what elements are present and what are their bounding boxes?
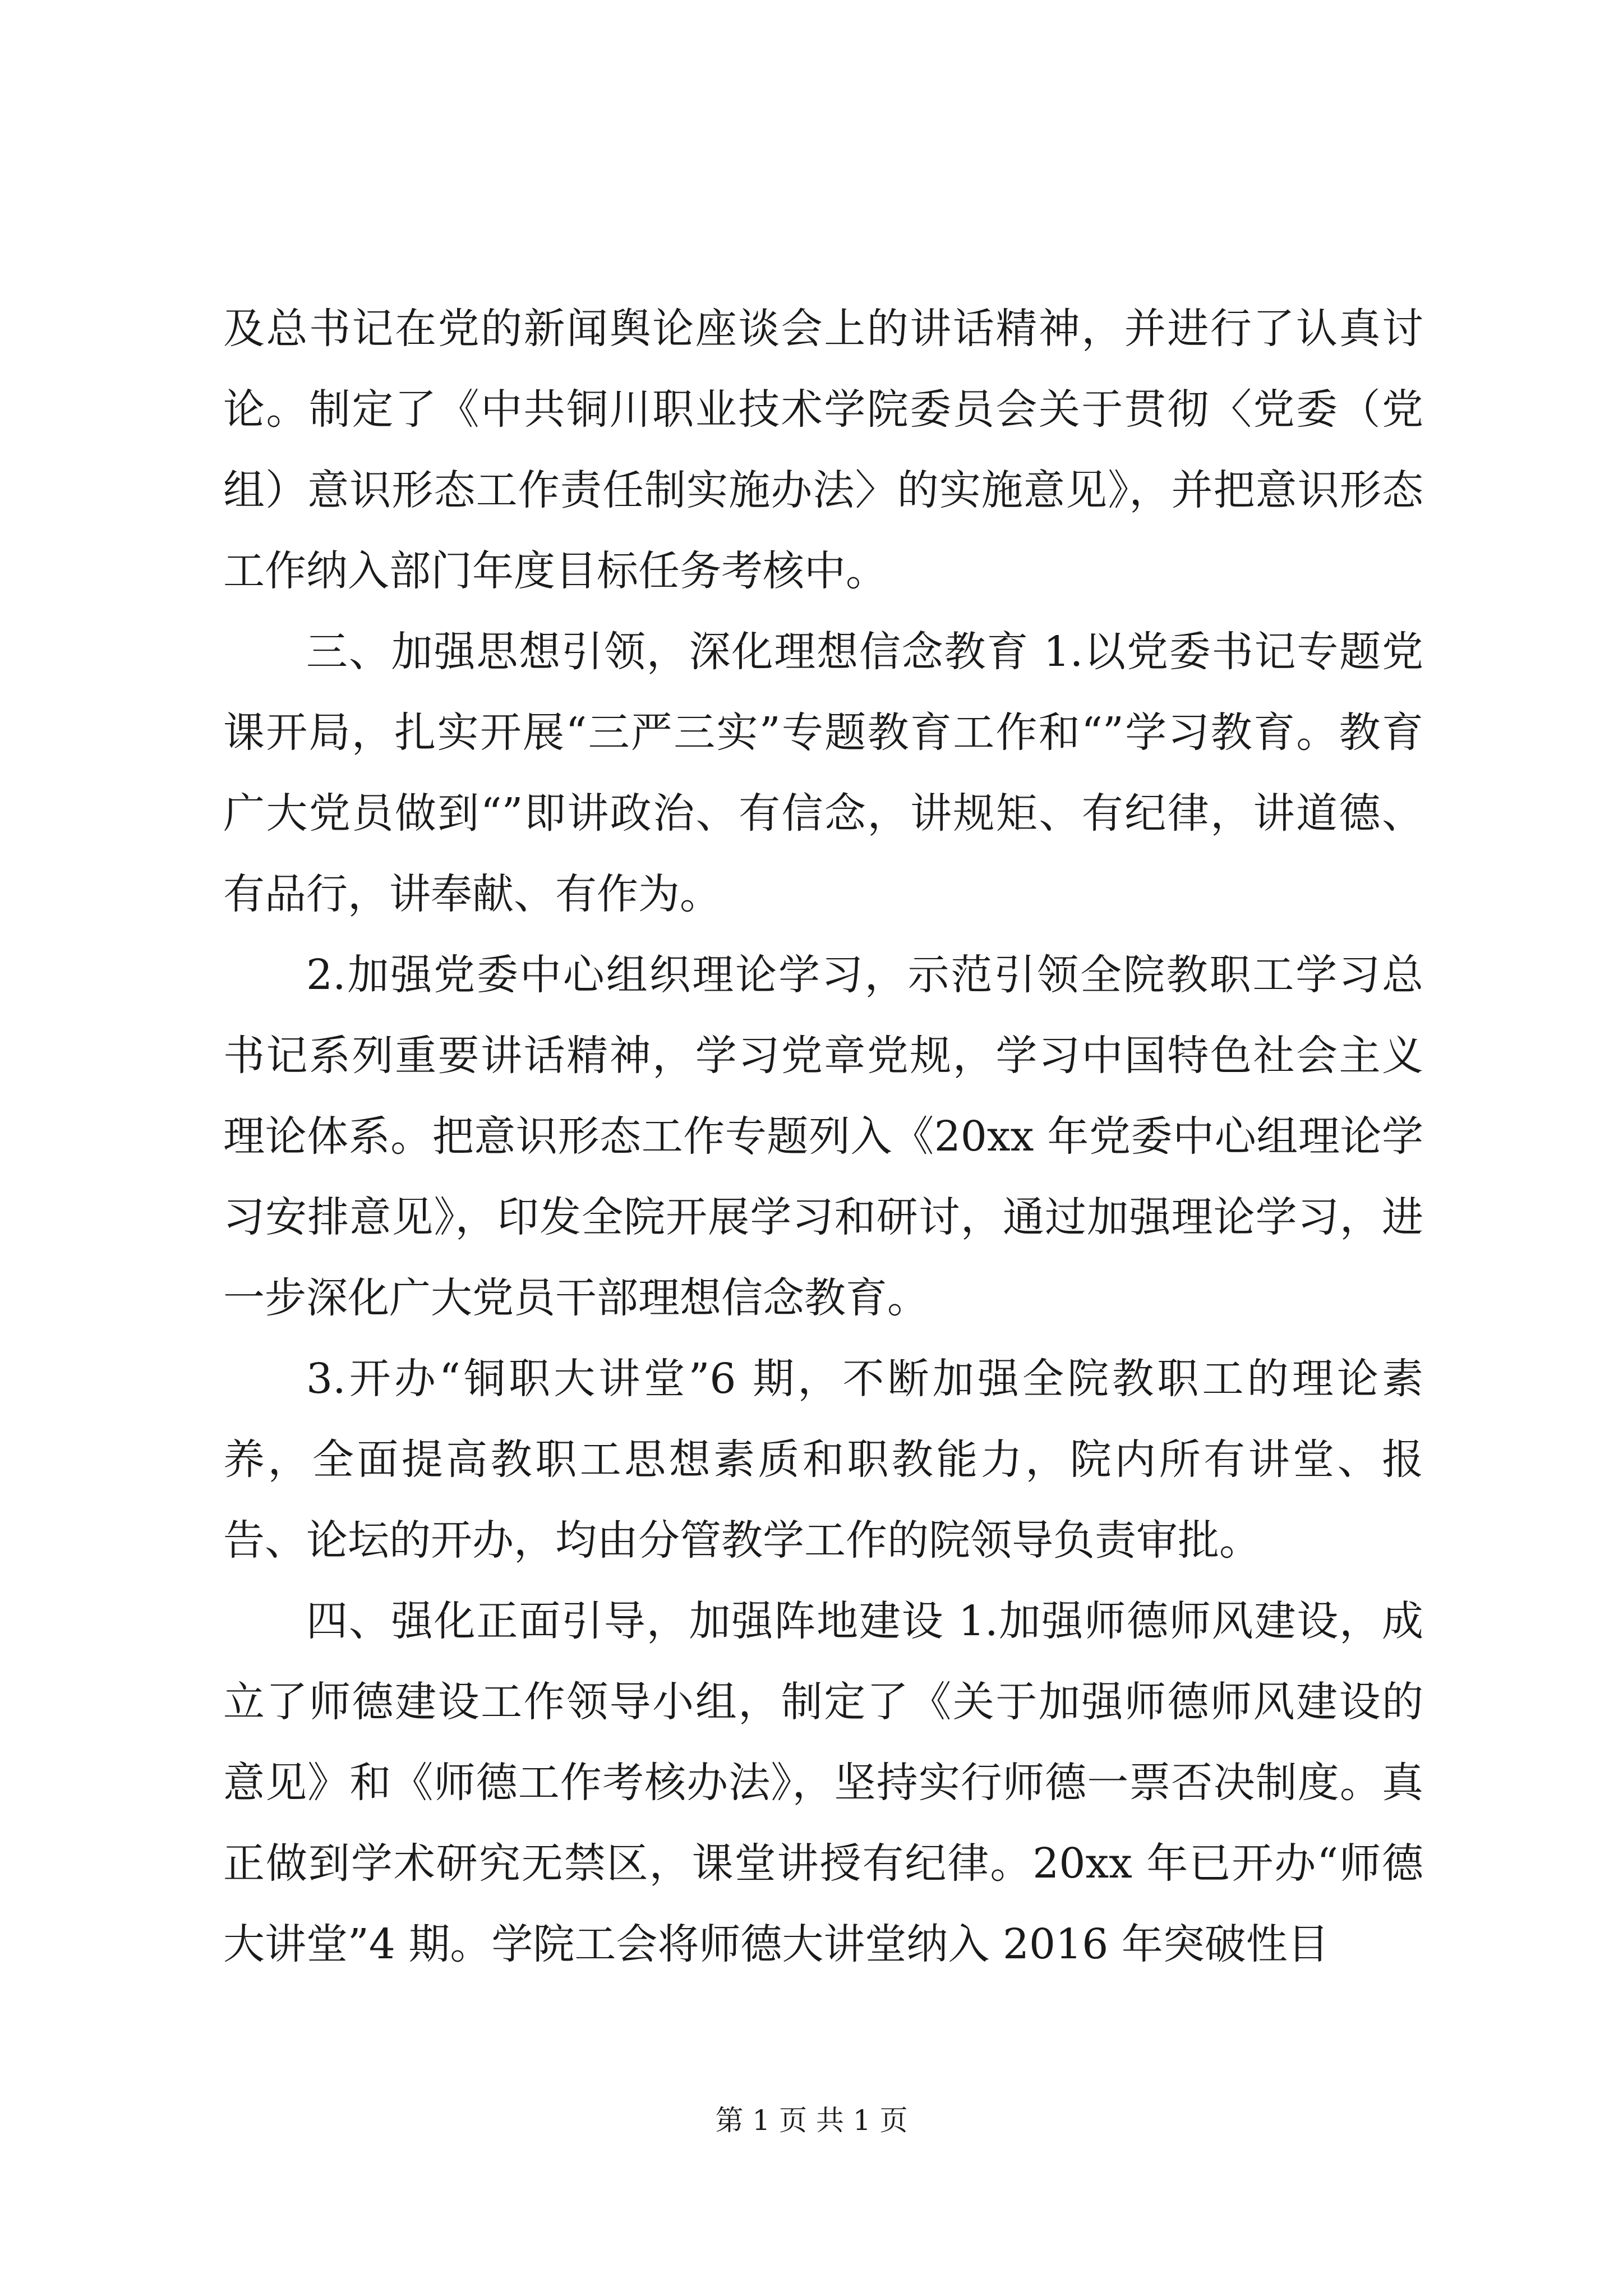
paragraph-2: 三、加强思想引领，深化理想信念教育 1.以党委书记专题党课开局，扎实开展“三严三实”专题教育工作和“”学习教育。教育广大党员做到“”即讲政治、有信念，讲规矩、有纪律，讲道德、有品行，讲奉献、有作为。 <box>223 628 1423 918</box>
paragraph-3: 2.加强党委中心组织理论学习，示范引领全院教职工学习总书记系列重要讲话精神，学习党章党规，学习中国特色社会主义理论体系。把意识形态工作专题列入《20xx 年党委中心组理论学习安排意见》，印发全院开展学习和研讨，通过加强理论学习，进一步深化广大党员干部理想信念教育。 <box>223 951 1423 1322</box>
paragraph-1: 及总书记在党的新闻舆论座谈会上的讲话精神，并进行了认真讨论。制定了《中共铜川职业技术学院委员会关于贯彻〈党委（党组）意识形态工作责任制实施办法〉的实施意见》，并把意识形态工作纳入部门年度目标任务考核中。 <box>223 305 1423 595</box>
document-body <box>223 288 1423 1985</box>
page-footer: 第 1 页 共 1 页 <box>715 2104 908 2137</box>
paragraph-4: 3.开办“铜职大讲堂”6 期，不断加强全院教职工的理论素养，全面提高教职工思想素质和职教能力，院内所有讲堂、报告、论坛的开办，均由分管教学工作的院领导负责审批。 <box>223 1355 1423 1565</box>
paragraph-5: 四、强化正面引导，加强阵地建设 1.加强师德师风建设，成立了师德建设工作领导小组，制定了《关于加强师德师风建设的意见》和《师德工作考核办法》，坚持实行师德一票否决制度。真正做到学术研究无禁区，课堂讲授有纪律。20xx 年已开办“师德大讲堂”4 期。学院工会将师德大讲堂纳入 2016 年突破性目 <box>223 1597 1423 1968</box>
